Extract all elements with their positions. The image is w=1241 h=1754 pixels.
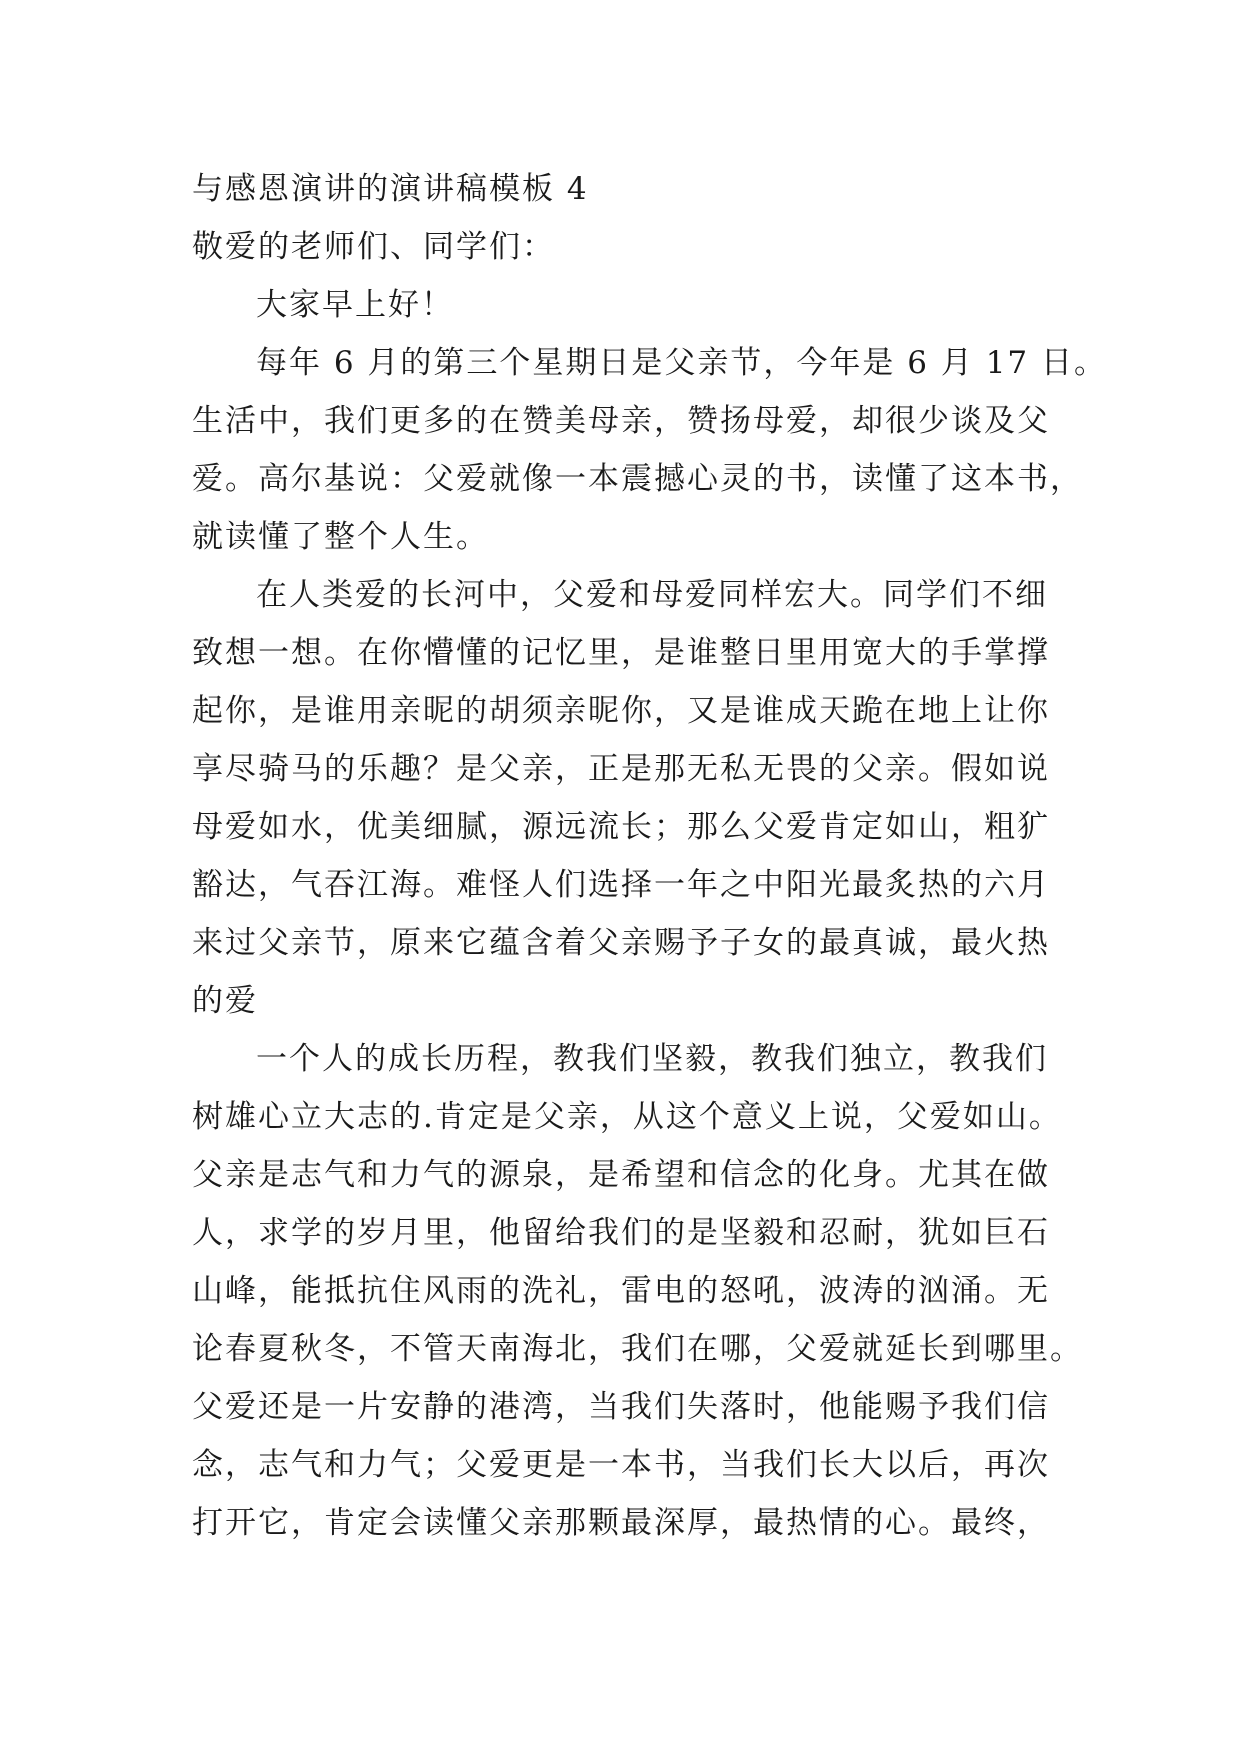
document-title: 与感恩演讲的演讲稿模板 4: [192, 171, 589, 207]
document-body: [192, 160, 1108, 1552]
paragraph-line: 一个人的成长历程，教我们坚毅，教我们独立，教我们: [256, 1041, 1048, 1077]
paragraph-line: 念，志气和力气；父爱更是一本书，当我们长大以后，再次: [192, 1447, 1050, 1483]
paragraph-line: 树雄心立大志的.肯定是父亲，从这个意义上说，父爱如山。: [192, 1099, 1062, 1135]
paragraph-line: 的爱: [192, 983, 258, 1019]
paragraph-line: 父亲是志气和力气的源泉，是希望和信念的化身。尤其在做: [192, 1157, 1050, 1193]
paragraph-line: 起你，是谁用亲昵的胡须亲昵你，又是谁成天跪在地上让你: [192, 693, 1050, 729]
greeting: 大家早上好！: [256, 287, 454, 323]
paragraph-line: 在人类爱的长河中，父爱和母爱同样宏大。同学们不细: [256, 577, 1048, 613]
paragraph-line: 父爱还是一片安静的港湾，当我们失落时，他能赐予我们信: [192, 1389, 1050, 1425]
paragraph-line: 每年 6 月的第三个星期日是父亲节，今年是 6 月 17 日。: [256, 345, 1108, 381]
paragraph-line: 母爱如水，优美细腻，源远流长；那么父爱肯定如山，粗犷: [192, 809, 1050, 845]
paragraph-line: 就读懂了整个人生。: [192, 519, 489, 555]
paragraph-line: 豁达，气吞江海。难怪人们选择一年之中阳光最炙热的六月: [192, 867, 1050, 903]
paragraph-line: 享尽骑马的乐趣？是父亲，正是那无私无畏的父亲。假如说: [192, 751, 1050, 787]
paragraph-line: 论春夏秋冬，不管天南海北，我们在哪，父爱就延长到哪里。: [192, 1331, 1083, 1367]
paragraph-line: 打开它，肯定会读懂父亲那颗最深厚，最热情的心。最终，: [192, 1505, 1050, 1541]
paragraph-line: 人，求学的岁月里，他留给我们的是坚毅和忍耐，犹如巨石: [192, 1215, 1050, 1251]
paragraph-line: 致想一想。在你懵懂的记忆里，是谁整日里用宽大的手掌撑: [192, 635, 1050, 671]
paragraph-line: 山峰，能抵抗住风雨的洗礼，雷电的怒吼，波涛的汹涌。无: [192, 1273, 1050, 1309]
paragraph-2: [192, 566, 1052, 1030]
paragraph-3: [192, 1030, 1083, 1552]
paragraph-line: 来过父亲节，原来它蕴含着父亲赐予子女的最真诚，最火热: [192, 925, 1050, 961]
paragraph-line: 爱。高尔基说：父爱就像一本震撼心灵的书，读懂了这本书，: [192, 461, 1083, 497]
paragraph-line: 生活中，我们更多的在赞美母亲，赞扬母爱，却很少谈及父: [192, 403, 1050, 439]
paragraph-1: [192, 334, 1108, 566]
salutation: 敬爱的老师们、同学们：: [192, 229, 555, 265]
